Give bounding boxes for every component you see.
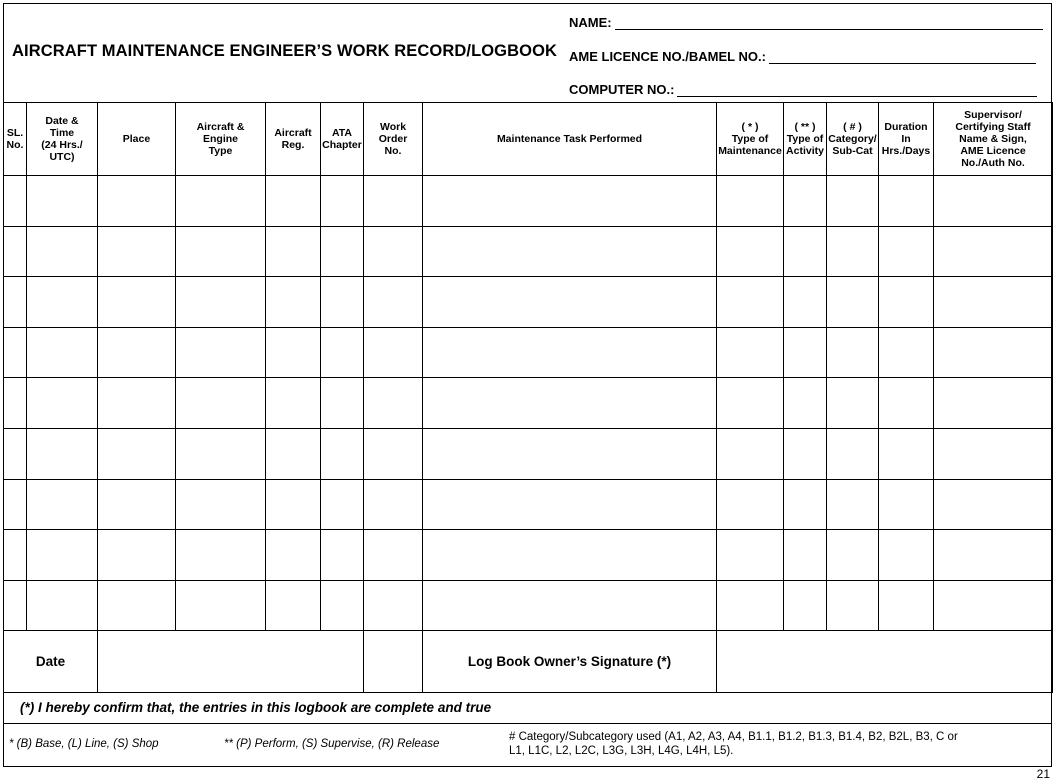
entry-cell[interactable] (176, 378, 266, 429)
entry-cell[interactable] (4, 580, 27, 631)
entry-cell[interactable] (827, 479, 879, 530)
entry-cell[interactable] (423, 277, 717, 328)
legend-type-of-activity: ** (P) Perform, (S) Supervise, (R) Release (224, 738, 440, 750)
table-row (4, 226, 1053, 277)
entry-cell[interactable] (879, 226, 934, 277)
entry-cell[interactable] (364, 428, 423, 479)
entry-cell[interactable] (827, 530, 879, 581)
col-header-place: Place (98, 103, 176, 176)
entry-cell[interactable] (364, 378, 423, 429)
entry-cell[interactable] (784, 530, 827, 581)
entry-cell[interactable] (879, 277, 934, 328)
name-entry-line[interactable] (615, 28, 1043, 30)
entry-cell[interactable] (321, 530, 364, 581)
entry-cell[interactable] (176, 428, 266, 479)
entry-cell[interactable] (934, 378, 1053, 429)
entry-cell[interactable] (423, 176, 717, 227)
entry-cell[interactable] (879, 580, 934, 631)
col-header-aircraft-reg: Aircraft Reg. (266, 103, 321, 176)
entry-cell[interactable] (717, 530, 784, 581)
name-field (569, 15, 1043, 30)
entry-cell[interactable] (364, 226, 423, 277)
entry-cell[interactable] (934, 580, 1053, 631)
table-row (4, 277, 1053, 328)
entry-cell[interactable] (717, 378, 784, 429)
entry-cell[interactable] (364, 530, 423, 581)
entry-cell[interactable] (98, 378, 176, 429)
entry-cell[interactable] (176, 327, 266, 378)
entry-cell[interactable] (4, 530, 27, 581)
entry-cell[interactable] (934, 428, 1053, 479)
entry-cell[interactable] (879, 530, 934, 581)
entry-cell[interactable] (321, 327, 364, 378)
entry-cell[interactable] (879, 378, 934, 429)
work-record-table (3, 102, 1053, 693)
date-entry-cell[interactable] (98, 631, 364, 693)
entry-cell[interactable] (176, 479, 266, 530)
page-number: 21 (1036, 767, 1050, 781)
entry-cell[interactable] (784, 277, 827, 328)
table-header-row (4, 103, 1053, 176)
footer-signature-row (4, 631, 1053, 693)
entry-cell[interactable] (98, 530, 176, 581)
entry-cell[interactable] (4, 428, 27, 479)
legend-category (509, 731, 1009, 758)
legend-divider (3, 723, 1052, 724)
owner-signature-cell[interactable] (717, 631, 1053, 693)
entry-cell[interactable] (827, 428, 879, 479)
col-header-duration: Duration In Hrs./Days (879, 103, 934, 176)
table-row (4, 530, 1053, 581)
col-header-supervisor: Supervisor/ Certifying Staff Name & Sign, AME Licence No./Auth No. (934, 103, 1053, 176)
entry-cell[interactable] (321, 378, 364, 429)
entry-cell[interactable] (98, 428, 176, 479)
entry-cell[interactable] (934, 479, 1053, 530)
entry-cell[interactable] (784, 479, 827, 530)
entry-cell[interactable] (176, 277, 266, 328)
entry-cell[interactable] (266, 226, 321, 277)
name-label: NAME: (569, 15, 612, 30)
entry-cell[interactable] (4, 327, 27, 378)
entry-cell[interactable] (27, 226, 98, 277)
entry-cell[interactable] (364, 176, 423, 227)
table-row (4, 479, 1053, 530)
entry-cell[interactable] (266, 176, 321, 227)
entry-cell[interactable] (827, 378, 879, 429)
entry-cell[interactable] (27, 479, 98, 530)
entry-cell[interactable] (98, 226, 176, 277)
entry-cell[interactable] (364, 327, 423, 378)
legend-type-of-maintenance: * (B) Base, (L) Line, (S) Shop (9, 738, 159, 750)
col-header-type-of-maintenance: ( * ) Type of Maintenance (717, 103, 784, 176)
licence-label: AME LICENCE NO./BAMEL NO.: (569, 49, 766, 64)
col-header-aircraft-engine-type: Aircraft & Engine Type (176, 103, 266, 176)
entry-cell[interactable] (4, 277, 27, 328)
entry-cell[interactable] (98, 176, 176, 227)
entry-cell[interactable] (4, 176, 27, 227)
col-header-date-time: Date & Time (24 Hrs./ UTC) (27, 103, 98, 176)
table-row (4, 428, 1053, 479)
col-header-type-of-activity: ( ** ) Type of Activity (784, 103, 827, 176)
entry-cell[interactable] (827, 580, 879, 631)
entry-cell[interactable] (27, 428, 98, 479)
entry-cell[interactable] (934, 327, 1053, 378)
table-row (4, 378, 1053, 429)
entry-cell[interactable] (98, 327, 176, 378)
entry-cell[interactable] (4, 378, 27, 429)
col-header-maintenance-task: Maintenance Task Performed (423, 103, 717, 176)
entry-cell[interactable] (176, 580, 266, 631)
computer-no-label: COMPUTER NO.: (569, 82, 675, 97)
entry-cell[interactable] (827, 176, 879, 227)
entry-cell[interactable] (266, 428, 321, 479)
computer-no-field (569, 82, 1037, 97)
entry-cell[interactable] (4, 226, 27, 277)
table-row (4, 580, 1053, 631)
entry-cell[interactable] (934, 530, 1053, 581)
entry-cell[interactable] (717, 327, 784, 378)
entry-cell[interactable] (423, 530, 717, 581)
entry-cell[interactable] (176, 176, 266, 227)
entry-cell[interactable] (879, 327, 934, 378)
entry-cell[interactable] (4, 479, 27, 530)
table-row (4, 327, 1053, 378)
entry-cell[interactable] (321, 226, 364, 277)
entry-cell[interactable] (827, 327, 879, 378)
entry-cell[interactable] (879, 428, 934, 479)
entry-cell[interactable] (27, 277, 98, 328)
entry-cell[interactable] (27, 530, 98, 581)
col-header-work-order: Work Order No. (364, 103, 423, 176)
entry-cell[interactable] (717, 580, 784, 631)
page-title: AIRCRAFT MAINTENANCE ENGINEER’S WORK RECORD/LOGBOOK (12, 42, 558, 60)
entry-cell[interactable] (266, 479, 321, 530)
owner-signature-label: Log Book Owner’s Signature (*) (423, 631, 717, 693)
entry-cell[interactable] (27, 378, 98, 429)
entry-cell[interactable] (784, 176, 827, 227)
entry-cell[interactable] (27, 327, 98, 378)
licence-entry-line[interactable] (769, 62, 1036, 64)
col-header-sl-no: SL. No. (4, 103, 27, 176)
entry-cell[interactable] (176, 530, 266, 581)
entry-cell[interactable] (321, 277, 364, 328)
entry-cell[interactable] (98, 580, 176, 631)
entry-cell[interactable] (423, 479, 717, 530)
entry-cell[interactable] (827, 226, 879, 277)
computer-no-entry-line[interactable] (677, 95, 1037, 97)
entry-cell[interactable] (784, 378, 827, 429)
entry-cell[interactable] (717, 428, 784, 479)
entry-cell[interactable] (784, 327, 827, 378)
entry-cell[interactable] (934, 176, 1053, 227)
table-row (4, 176, 1053, 227)
entry-cell[interactable] (98, 479, 176, 530)
entry-cell[interactable] (717, 277, 784, 328)
entry-cell[interactable] (321, 479, 364, 530)
entry-cell[interactable] (423, 226, 717, 277)
entry-cell[interactable] (266, 530, 321, 581)
entry-cell[interactable] (717, 479, 784, 530)
entry-cell[interactable] (364, 277, 423, 328)
entry-cell[interactable] (784, 428, 827, 479)
entry-cell[interactable] (879, 176, 934, 227)
entry-cell[interactable] (321, 428, 364, 479)
legend-category-line-2: L1, L1C, L2, L2C, L3G, L3H, L4G, L4H, L5). (509, 744, 734, 757)
entry-cell[interactable] (364, 479, 423, 530)
entry-cell[interactable] (266, 580, 321, 631)
entry-cell[interactable] (27, 580, 98, 631)
entry-cell[interactable] (266, 327, 321, 378)
entry-cell[interactable] (321, 176, 364, 227)
entry-cell[interactable] (423, 327, 717, 378)
licence-field (569, 49, 1036, 64)
entry-cell[interactable] (364, 580, 423, 631)
entry-cell[interactable] (423, 428, 717, 479)
col-header-ata-chapter: ATA Chapter (321, 103, 364, 176)
footer-spacer-cell (364, 631, 423, 693)
entry-cell[interactable] (879, 479, 934, 530)
entry-cell[interactable] (784, 226, 827, 277)
entry-cell[interactable] (717, 176, 784, 227)
legend-category-line-1: # Category/Subcategory used (A1, A2, A3, A4, B1.1, B1.2, B1.3, B1.4, B2, B2L, B3, C or (509, 731, 958, 743)
entry-cell[interactable] (934, 226, 1053, 277)
entry-cell[interactable] (321, 580, 364, 631)
entry-cell[interactable] (717, 226, 784, 277)
entry-cell[interactable] (934, 277, 1053, 328)
entry-cell[interactable] (98, 277, 176, 328)
entry-cell[interactable] (784, 580, 827, 631)
entry-cell[interactable] (266, 277, 321, 328)
entry-cell[interactable] (266, 378, 321, 429)
entry-cell[interactable] (423, 378, 717, 429)
col-header-category: ( # ) Category/ Sub-Cat (827, 103, 879, 176)
confirmation-statement: (*) I hereby confirm that, the entries in this logbook are complete and true (20, 700, 492, 715)
entry-cell[interactable] (827, 277, 879, 328)
entry-cell[interactable] (27, 176, 98, 227)
date-label: Date (4, 631, 98, 693)
entry-cell[interactable] (176, 226, 266, 277)
entry-cell[interactable] (423, 580, 717, 631)
